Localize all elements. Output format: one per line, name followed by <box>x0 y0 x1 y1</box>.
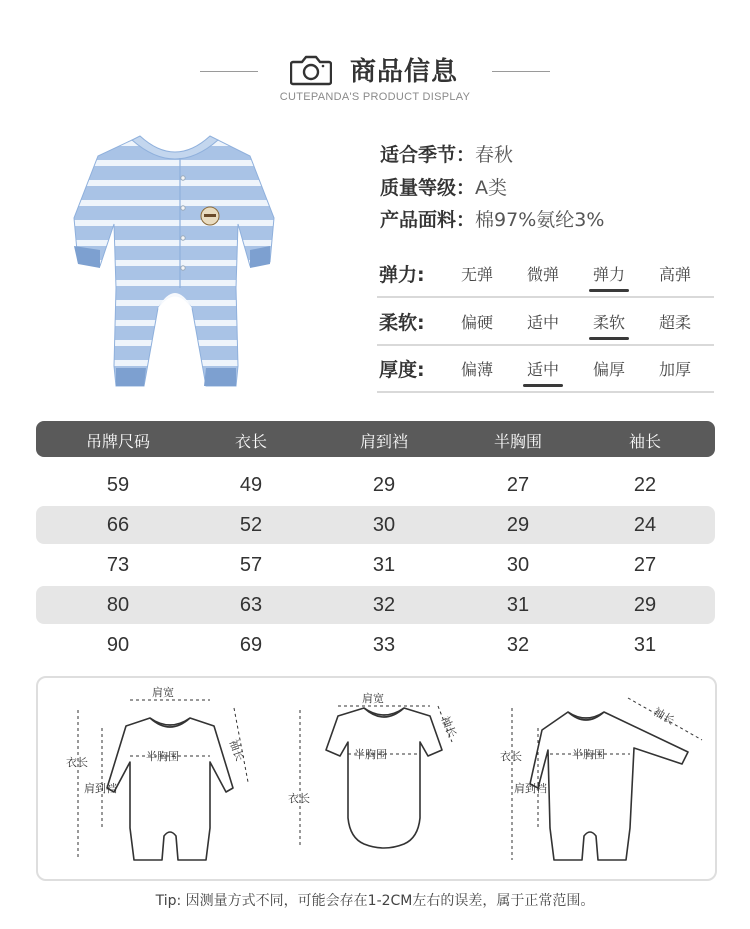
rating-option: 加厚 <box>658 360 691 379</box>
table-cell: 66 <box>106 514 130 536</box>
rating-option-selected: 适中 <box>513 357 573 380</box>
label-shoulder-width: 肩宽 <box>152 686 174 699</box>
measurement-tip: Tip: 因测量方式不同，可能会存在1-2CM左右的误差，属于正常范围。 <box>155 893 595 909</box>
table-cell: 22 <box>633 474 657 496</box>
table-row <box>36 506 715 544</box>
page-title: 商品信息 <box>350 57 459 87</box>
info-value: 春秋 <box>475 144 514 166</box>
rating-option: 偏厚 <box>592 360 625 379</box>
info-value: A类 <box>475 177 508 199</box>
rating-softness <box>377 304 714 338</box>
table-row <box>36 546 715 584</box>
info-grade <box>380 173 507 200</box>
table-header-cell: 吊牌尺码 <box>85 432 150 451</box>
rating-option-selected: 弹力 <box>579 262 639 285</box>
label-half-chest: 半胸围 <box>354 748 387 761</box>
table-cell: 73 <box>106 554 130 576</box>
rating-option-selected: 柔软 <box>579 310 639 333</box>
table-cell: 31 <box>372 554 396 576</box>
table-cell: 80 <box>106 594 130 616</box>
table-cell: 69 <box>239 634 263 656</box>
table-cell: 63 <box>239 594 263 616</box>
info-label: 质量等级： <box>380 177 476 199</box>
table-row <box>36 626 715 664</box>
rating-thickness <box>377 351 714 385</box>
rating-option: 偏薄 <box>460 360 493 379</box>
label-shoulder-to-crotch: 肩到裆 <box>84 782 117 795</box>
table-cell: 29 <box>633 594 657 616</box>
table-cell: 90 <box>106 634 130 656</box>
table-cell: 27 <box>633 554 657 576</box>
info-fabric <box>380 205 604 232</box>
label-length: 衣长 <box>288 792 310 805</box>
table-cell: 32 <box>506 634 530 656</box>
label-shoulder-width: 肩宽 <box>362 692 384 705</box>
label-half-chest: 半胸围 <box>146 750 179 763</box>
label-sleeve: 袖长 <box>651 705 677 728</box>
rating-divider <box>377 391 714 393</box>
table-cell: 29 <box>372 474 396 496</box>
rating-option: 偏硬 <box>460 313 493 332</box>
table-cell: 30 <box>372 514 396 536</box>
info-season <box>380 140 513 167</box>
header-left-line <box>200 71 258 72</box>
label-half-chest: 半胸围 <box>572 748 605 761</box>
size-table-header <box>36 421 715 457</box>
info-value: 棉97%氨纶3% <box>475 209 605 231</box>
header-right-line <box>492 71 550 72</box>
table-cell: 31 <box>633 634 657 656</box>
table-cell: 30 <box>506 554 530 576</box>
rating-elasticity <box>377 256 714 290</box>
page-subtitle: CUTEPANDA'S PRODUCT DISPLAY <box>279 91 471 103</box>
table-row <box>36 466 715 504</box>
rating-label: 弹力: <box>379 264 425 286</box>
table-cell: 59 <box>106 474 130 496</box>
label-length: 衣长 <box>500 750 522 763</box>
rating-option: 微弹 <box>526 265 559 284</box>
label-sleeve: 袖长 <box>438 714 459 740</box>
table-cell: 32 <box>372 594 396 616</box>
table-cell: 29 <box>506 514 530 536</box>
rating-label: 厚度: <box>379 359 425 381</box>
table-header-cell: 肩到裆 <box>359 432 408 451</box>
rating-divider <box>377 296 714 298</box>
measurement-diagrams <box>38 678 715 879</box>
rating-option: 无弹 <box>460 265 493 284</box>
table-cell: 33 <box>372 634 396 656</box>
rating-divider <box>377 344 714 346</box>
label-sleeve: 袖长 <box>226 737 247 763</box>
info-label: 产品面料： <box>380 209 476 231</box>
label-length: 衣长 <box>66 756 88 769</box>
rating-label: 柔软: <box>379 312 425 334</box>
table-cell: 31 <box>506 594 530 616</box>
romper-outline <box>107 718 233 860</box>
rating-option: 适中 <box>526 313 559 332</box>
product-romper-image <box>60 128 290 393</box>
measurement-diagram-panel <box>36 676 717 881</box>
table-header-cell: 衣长 <box>234 432 267 451</box>
rating-option: 高弹 <box>658 265 691 284</box>
table-cell: 49 <box>239 474 263 496</box>
table-cell: 57 <box>239 554 263 576</box>
camera-icon <box>290 53 332 87</box>
raglan-romper-outline <box>530 712 688 860</box>
table-row <box>36 586 715 624</box>
label-shoulder-to-crotch: 肩到裆 <box>514 782 547 795</box>
info-label: 适合季节： <box>380 144 476 166</box>
table-header-cell: 半胸围 <box>493 432 542 451</box>
table-cell: 24 <box>633 514 657 536</box>
rating-option: 超柔 <box>658 313 691 332</box>
table-cell: 27 <box>506 474 530 496</box>
table-cell: 52 <box>239 514 263 536</box>
table-header-cell: 袖长 <box>628 432 661 451</box>
bodysuit-outline <box>326 708 442 848</box>
